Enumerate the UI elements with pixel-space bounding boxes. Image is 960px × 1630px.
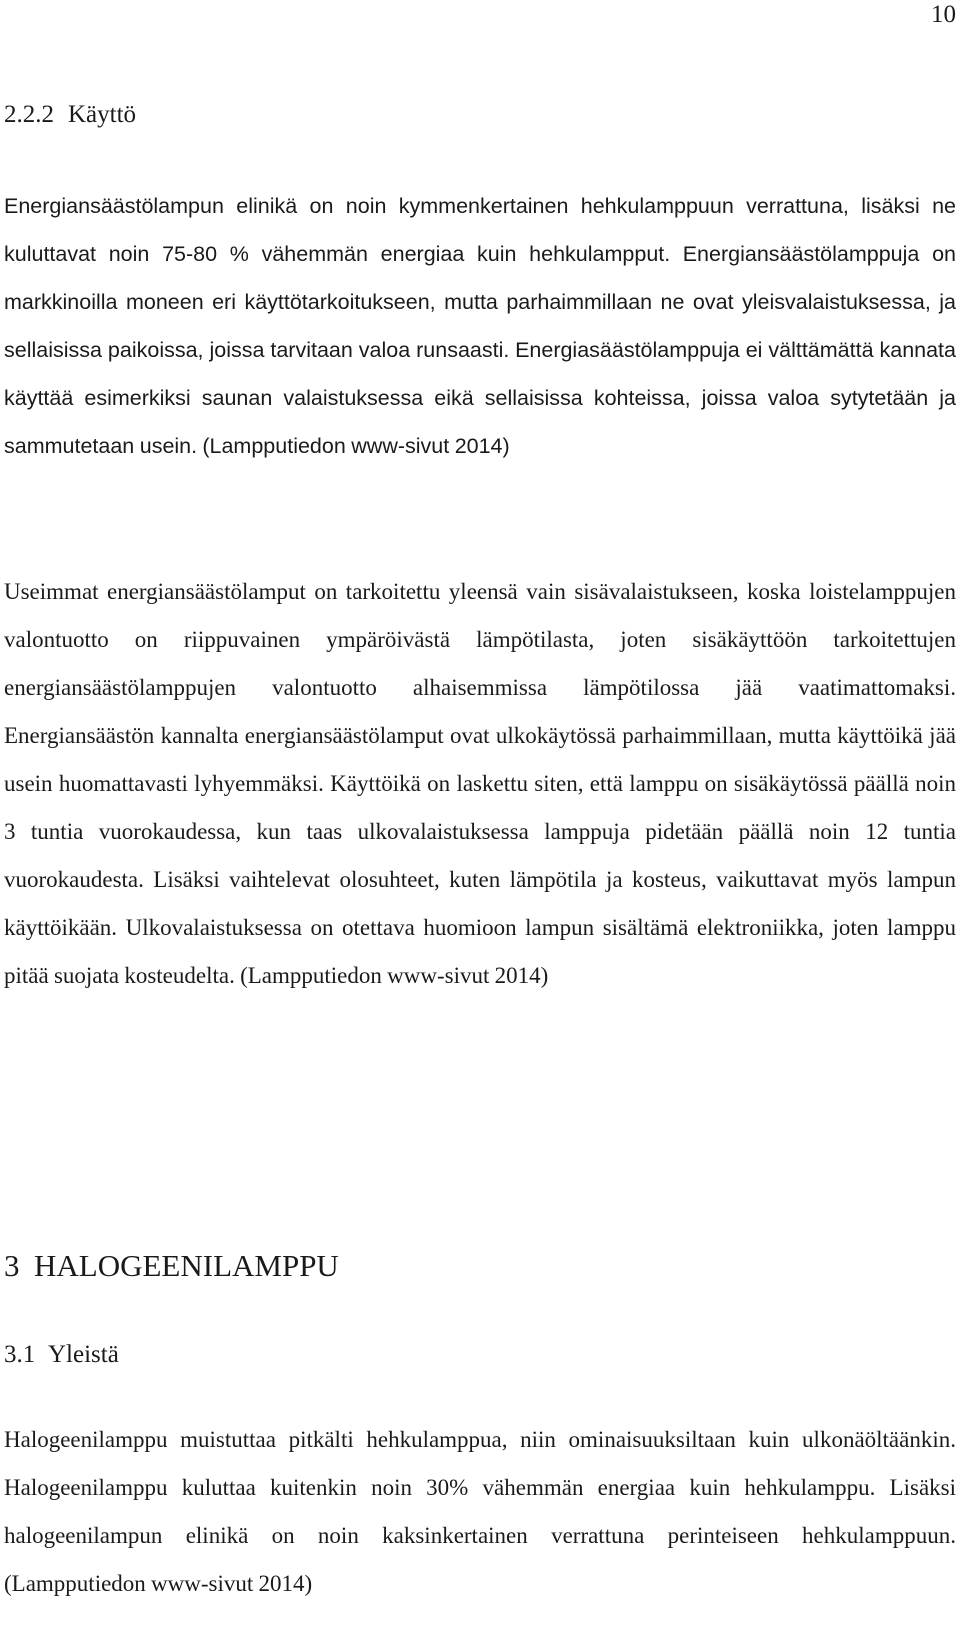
paragraph-sentence: Energiasäästölamppuja ei välttämättä kannata käyttää esimerkiksi saunan valaistuksessa eikä sellaisissa kohteissa, joissa valoa sytytetään ja sammutetaan usein.: [4, 338, 956, 458]
section-number: 2.2.2: [4, 101, 54, 128]
section-number: 3.1: [4, 1341, 36, 1368]
chapter-title: HALOGEENILAMPPU: [34, 1248, 339, 1283]
section-heading-3-1: [4, 1340, 119, 1370]
paragraph-sentence: Energiansäästölamppuja on markkinoilla moneen eri käyttötarkoitukseen, mutta parhaimmillaan ne ovat yleisvalaistuksessa, ja sellaisissa paikoissa, joissa tarvitaan valoa runsaasti.: [4, 242, 956, 362]
section-title: Käyttö: [68, 101, 137, 128]
paragraph-sentence: Energiansäästölampun elinikä on noin kymmenkertainen hehkulamppuun verrattuna, lisäksi ne kuluttavat noin 75-80 % vähemmän energiaa kuin hehkulampput.: [4, 194, 956, 266]
page-number: 10: [931, 1, 956, 28]
paragraph-energy-saving-lamp-usage: [4, 182, 956, 470]
section-title: Yleistä: [48, 1341, 119, 1368]
citation: (Lampputiedon www-sivut 2014): [202, 434, 510, 458]
section-heading-2-2-2: [4, 100, 136, 130]
chapter-heading-3: [4, 1248, 339, 1284]
paragraph-indoor-outdoor-use: Useimmat energiansäästölamput on tarkoitettu yleensä vain sisävalaistukseen, koska loistelamppujen valontuotto on riippuvainen ympäröivästä lämpötilasta, joten sisäkäyttöön tarkoitettujen energiansäästölamppujen valontuotto alhaisemmissa lämpötilossa jää vaatimattomaksi. Energiansäästön kannalta energiansäästölamput ovat ulkokäytössä parhaimmillaan, mutta käyttöikä jää usein huomattavasti lyhyemmäksi. Käyttöikä on laskettu siten, että lamppu on sisäkäytössä päällä noin 3 tuntia vuorokaudessa, kun taas ulkovalaistuksessa lamppuja pidetään päällä noin 12 tuntia vuorokaudesta. Lisäksi vaihtelevat olosuhteet, kuten lämpötila ja kosteus, vaikuttavat myös lampun käyttöikään. Ulkovalaistuksessa on otettava huomioon lampun sisältämä elektroniikka, joten lamppu pitää suojata kosteudelta. (Lampputiedon www-sivut 2014): [4, 579, 956, 988]
paragraph-halogen-lamp-general: Halogeenilamppu muistuttaa pitkälti hehkulamppua, niin ominaisuuksiltaan kuin ulkonäöltäänkin. Halogeenilamppu kuluttaa kuitenkin noin 30% vähemmän energiaa kuin hehkulamppu. Lisäksi halogeenilampun elinikä on noin kaksinkertainen verrattuna perinteiseen hehkulamppuun. (Lampputiedon www-sivut 2014): [4, 1427, 956, 1596]
chapter-number: 3: [4, 1248, 20, 1283]
